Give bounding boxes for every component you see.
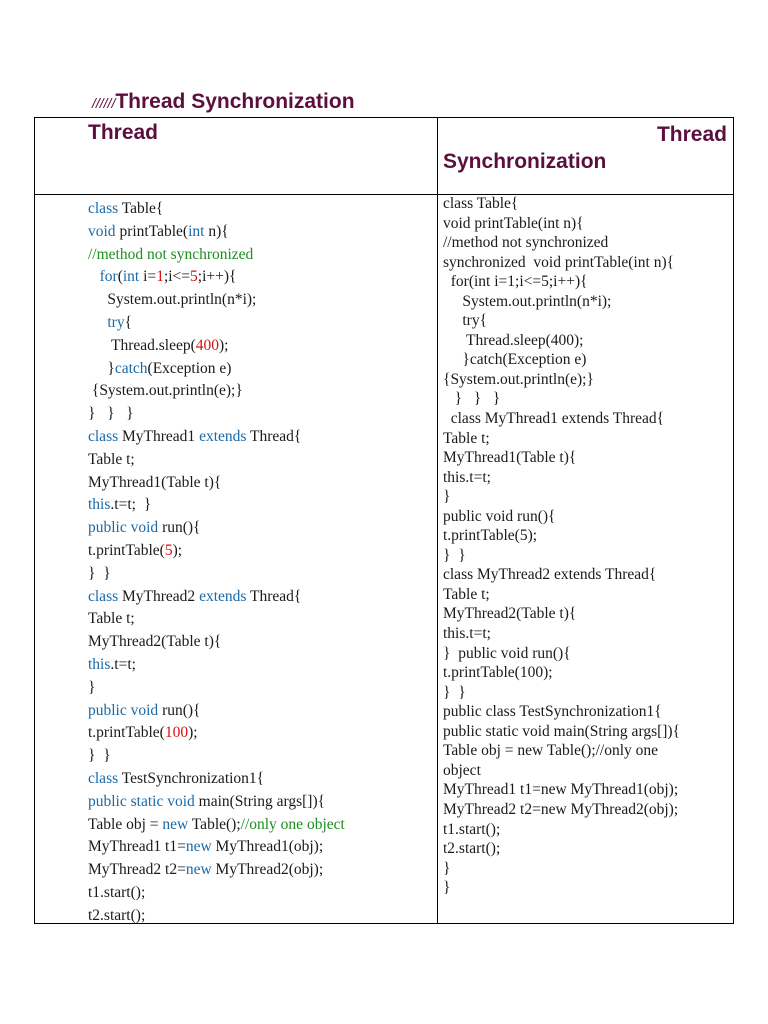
code-token: ); [188, 724, 198, 742]
right-header-line2: Synchronization [443, 150, 607, 173]
code-token: t1.start(); [88, 883, 146, 901]
right-column-header [443, 121, 727, 175]
code-token: Table(); [188, 815, 241, 833]
code-line: MyThread1(Table t){ [443, 449, 577, 467]
code-line [88, 722, 345, 745]
code-line: public class TestSynchronization1{ [443, 703, 662, 721]
code-line: } [443, 859, 451, 877]
code-line: MyThread2(Table t){ [443, 605, 577, 623]
code-line [88, 244, 345, 267]
code-line [88, 312, 345, 335]
code-token: ;i<= [163, 268, 191, 286]
code-line: Thread.sleep(400); [443, 331, 584, 349]
code-line [88, 563, 345, 586]
code-line: } public void run(){ [443, 644, 571, 662]
code-line [88, 403, 345, 426]
code-token: ( [117, 268, 123, 286]
code-line [88, 768, 345, 791]
code-token: new [185, 838, 212, 856]
code-line: public void run(){ [443, 507, 556, 525]
column-divider [437, 118, 438, 923]
code-token: extends [199, 587, 247, 605]
code-line: class MyThread2 extends Thread{ [443, 566, 657, 584]
code-line [88, 677, 345, 700]
code-token: new [185, 861, 212, 879]
code-token: void [130, 701, 159, 719]
code-token: public [88, 792, 127, 810]
code-token: this [88, 655, 111, 673]
code-token: run(){ [158, 519, 201, 537]
code-token: class [88, 769, 119, 787]
comparison-table [34, 117, 734, 924]
code-line: MyThread1 t1=new MyThread1(obj); [443, 781, 679, 799]
code-token: for [99, 268, 118, 286]
code-line [88, 266, 345, 289]
code-token: t.printTable( [88, 541, 165, 559]
code-line: Table t; [443, 429, 490, 447]
code-line: class Table{ [443, 195, 519, 212]
code-token: 5 [164, 541, 173, 559]
code-token: catch [114, 359, 148, 377]
code-line: } } } [443, 390, 501, 408]
code-token: void [88, 222, 116, 240]
code-token: class [88, 587, 119, 605]
title-slashes: ////// [92, 95, 116, 111]
code-line: Table obj = new Table();//only one [443, 742, 659, 760]
code-token [88, 314, 107, 331]
code-line [88, 745, 345, 768]
code-token: 5 [190, 268, 198, 286]
code-line: MyThread2 t2=new MyThread2(obj); [443, 800, 679, 818]
code-line [88, 289, 345, 312]
code-line [88, 905, 345, 928]
code-token: .t=t; } [110, 496, 152, 514]
code-line: void printTable(int n){ [443, 214, 584, 232]
code-token: MyThread1(obj); [211, 838, 324, 856]
code-line: this.t=t; [443, 468, 491, 486]
code-token: MyThread1 [118, 427, 200, 445]
code-token: TestSynchronization1{ [118, 769, 265, 787]
code-token: main(String args[]){ [194, 792, 326, 810]
code-token: } } [88, 564, 111, 582]
code-line: } [443, 879, 451, 897]
code-token: {System.out.println(e);} [88, 382, 243, 400]
code-token: printTable( [115, 222, 189, 240]
code-token: } [88, 359, 115, 377]
code-line: //method not synchronized [443, 234, 609, 252]
code-line [88, 449, 345, 472]
code-token: .t=t; [110, 655, 136, 673]
code-token: MyThread2 t2= [88, 861, 186, 879]
code-token: MyThread2(obj); [211, 861, 324, 879]
code-line [88, 654, 345, 677]
code-line [88, 859, 345, 882]
code-token: Table t; [88, 610, 135, 628]
code-line [88, 836, 345, 859]
code-line [88, 700, 345, 723]
code-token: (Exception e) [147, 359, 232, 377]
code-token: class [88, 200, 119, 217]
code-line [88, 540, 345, 563]
code-token: Thread{ [246, 587, 302, 605]
code-token: //method not synchronized [88, 245, 254, 263]
code-line: this.t=t; [443, 625, 491, 643]
code-token: this [88, 496, 111, 514]
code-token: 400 [195, 336, 219, 354]
code-line [88, 586, 345, 609]
code-token: public [88, 701, 127, 719]
code-token: Table obj = [88, 815, 163, 833]
code-token: Table{ [118, 200, 164, 217]
code-line [88, 335, 345, 358]
code-line: } [443, 488, 451, 506]
code-line: class MyThread1 extends Thread{ [443, 410, 665, 428]
code-token: static [130, 792, 164, 810]
code-line: try{ [443, 312, 488, 330]
code-token: extends [199, 427, 247, 445]
code-token: class [88, 427, 119, 445]
code-line: t1.start(); [443, 820, 501, 838]
code-line: public static void main(String args[]){ [443, 722, 681, 740]
code-line: } } [443, 546, 466, 564]
code-line [88, 882, 345, 905]
code-line [88, 631, 345, 654]
code-token: run(){ [158, 701, 201, 719]
code-token: Table t; [88, 450, 135, 468]
code-line: t2.start(); [443, 840, 501, 858]
code-line: object [443, 761, 481, 779]
code-token: MyThread1 t1= [88, 838, 186, 856]
document-title [92, 90, 355, 114]
code-token: try [107, 313, 125, 331]
code-line [88, 517, 345, 540]
code-line [88, 791, 345, 814]
code-line: for(int i=1;i<=5;i++){ [443, 273, 588, 291]
code-line: }catch(Exception e) [443, 351, 587, 369]
code-token: int [188, 222, 205, 240]
code-token: 1 [156, 268, 164, 286]
code-token: public [88, 519, 127, 537]
code-token: new [162, 815, 189, 833]
code-line: {System.out.println(e);} [443, 370, 594, 388]
code-line: Table t; [443, 585, 490, 603]
code-token: System.out.println(n*i); [88, 291, 257, 309]
code-token: void [167, 792, 195, 810]
code-token [88, 268, 100, 285]
code-token: t.printTable( [88, 724, 165, 742]
code-line [88, 358, 345, 381]
code-line [88, 198, 345, 221]
unsynchronized-code-block [88, 198, 345, 928]
code-line [88, 221, 345, 244]
code-line [88, 494, 345, 517]
code-token: int [122, 268, 140, 286]
code-line [88, 814, 345, 837]
code-token: } [88, 678, 96, 696]
code-line [88, 426, 345, 449]
code-token: } } } [88, 405, 134, 423]
synchronized-code-block [443, 194, 680, 898]
code-token: { [124, 313, 133, 331]
code-token: //only one object [240, 815, 345, 833]
code-token: i= [139, 268, 157, 286]
code-token: MyThread2(Table t){ [88, 633, 222, 651]
code-line [88, 608, 345, 631]
code-token: Thread.sleep( [88, 336, 196, 354]
right-header-line1: Thread [656, 123, 727, 146]
code-token: void [130, 519, 159, 537]
code-token: t2.start(); [88, 906, 146, 924]
code-line: System.out.println(n*i); [443, 292, 612, 310]
code-token: ;i++){ [197, 268, 237, 286]
code-token: 100 [164, 724, 189, 742]
code-line [88, 380, 345, 403]
code-line: synchronized void printTable(int n){ [443, 253, 675, 271]
code-token: MyThread2 [118, 587, 200, 605]
code-line [88, 472, 345, 495]
code-token: ); [219, 336, 229, 354]
code-line: t.printTable(5); [443, 527, 538, 545]
code-token: } } [88, 747, 111, 765]
code-token: n){ [204, 222, 229, 240]
code-line: } } [443, 683, 466, 701]
code-token: ); [172, 541, 183, 559]
code-token: MyThread1(Table t){ [88, 473, 222, 491]
code-token: Thread{ [246, 427, 302, 445]
code-line: t.printTable(100); [443, 664, 553, 682]
title-text: Thread Synchronization [115, 90, 355, 113]
left-column-header: Thread [88, 121, 159, 144]
